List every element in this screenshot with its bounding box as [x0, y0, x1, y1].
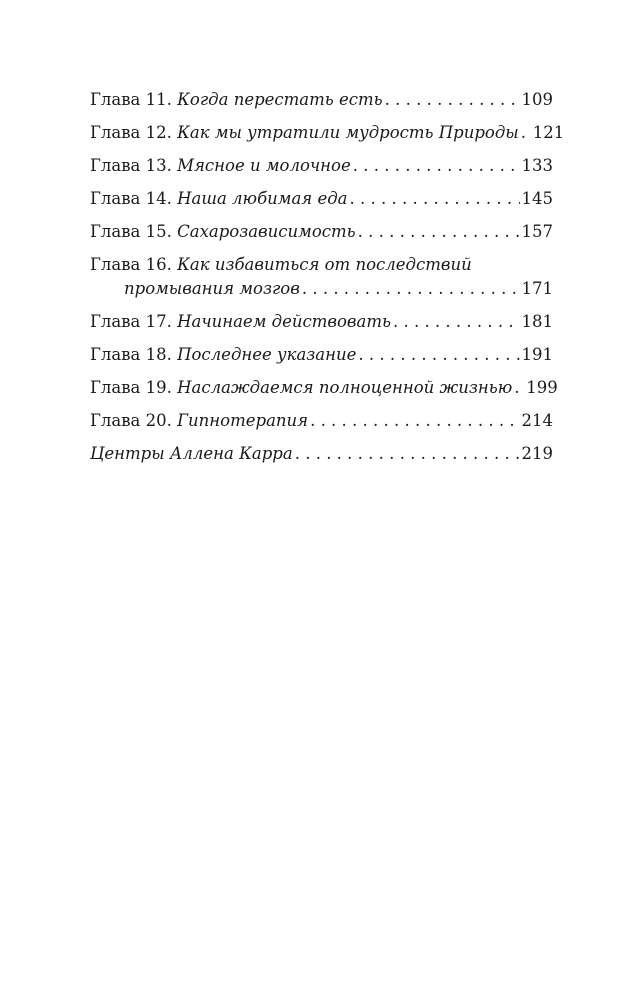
page-number: 133: [521, 156, 553, 175]
toc-entry-chapter-13: [90, 154, 553, 178]
toc-entry-chapter-16: [90, 253, 553, 301]
dot-leader: [295, 442, 520, 466]
chapter-number: Глава 18.: [90, 345, 178, 364]
table-of-contents: [90, 88, 565, 475]
page-number: 171: [521, 279, 553, 298]
chapter-number: Глава 19.: [90, 378, 178, 397]
chapter-title: Гипнотерапия: [177, 411, 309, 430]
chapter-number: Глава 11.: [90, 90, 178, 109]
chapter-title: Сахарозависимость: [177, 222, 356, 241]
page-number: 145: [521, 189, 553, 208]
page-number: 214: [521, 411, 553, 430]
dot-leader: [521, 121, 531, 145]
chapter-number: Глава 20.: [90, 411, 178, 430]
dot-leader: [385, 88, 520, 112]
page-number: 219: [521, 444, 553, 463]
toc-entry-chapter-12: [90, 121, 565, 145]
toc-entry-chapter-18: [90, 343, 553, 367]
chapter-title: Как избавиться от последствий: [177, 255, 472, 274]
page-number: 181: [521, 312, 553, 331]
dot-leader: [350, 187, 520, 211]
dot-leader: [353, 154, 520, 178]
chapter-number: Глава 14.: [90, 189, 178, 208]
page-number: 109: [521, 90, 553, 109]
page-number: 191: [521, 345, 553, 364]
chapter-title: Когда перестать есть: [177, 90, 383, 109]
chapter-title: Последнее указание: [177, 345, 357, 364]
toc-entry-chapter-20: [90, 409, 553, 433]
toc-entry-chapter-15: [90, 220, 553, 244]
toc-entry-chapter-11: [90, 88, 553, 112]
dot-leader: [393, 310, 520, 334]
chapter-number: Глава 13.: [90, 156, 178, 175]
page-number: 199: [526, 378, 558, 397]
chapter-number: Глава 15.: [90, 222, 178, 241]
chapter-title: Как мы утратили мудрость Природы: [177, 123, 519, 142]
page-number: 157: [521, 222, 553, 241]
chapter-title: Начинаем действовать: [177, 312, 391, 331]
chapter-title: Наша любимая еда: [177, 189, 348, 208]
chapter-title-continuation: промывания мозгов: [124, 279, 300, 298]
toc-entry-chapter-14: [90, 187, 553, 211]
page-number: 121: [532, 123, 565, 142]
chapter-number: Глава 17.: [90, 312, 178, 331]
chapter-title: Наслаждаемся полноценной жизнью: [177, 378, 513, 397]
dot-leader: [358, 220, 520, 244]
dot-leader: [358, 343, 519, 367]
chapter-number: Глава 16.: [90, 255, 178, 274]
chapter-title: Мясное и молочное: [177, 156, 351, 175]
chapter-title: Центры Аллена Карра: [90, 444, 293, 463]
dot-leader: [514, 376, 524, 400]
toc-entry-chapter-19: [90, 376, 558, 400]
dot-leader: [310, 409, 519, 433]
toc-entry-chapter-17: [90, 310, 553, 334]
chapter-number: Глава 12.: [90, 123, 178, 142]
toc-entry-allen-carr-centers: [90, 442, 553, 466]
dot-leader: [302, 277, 520, 301]
